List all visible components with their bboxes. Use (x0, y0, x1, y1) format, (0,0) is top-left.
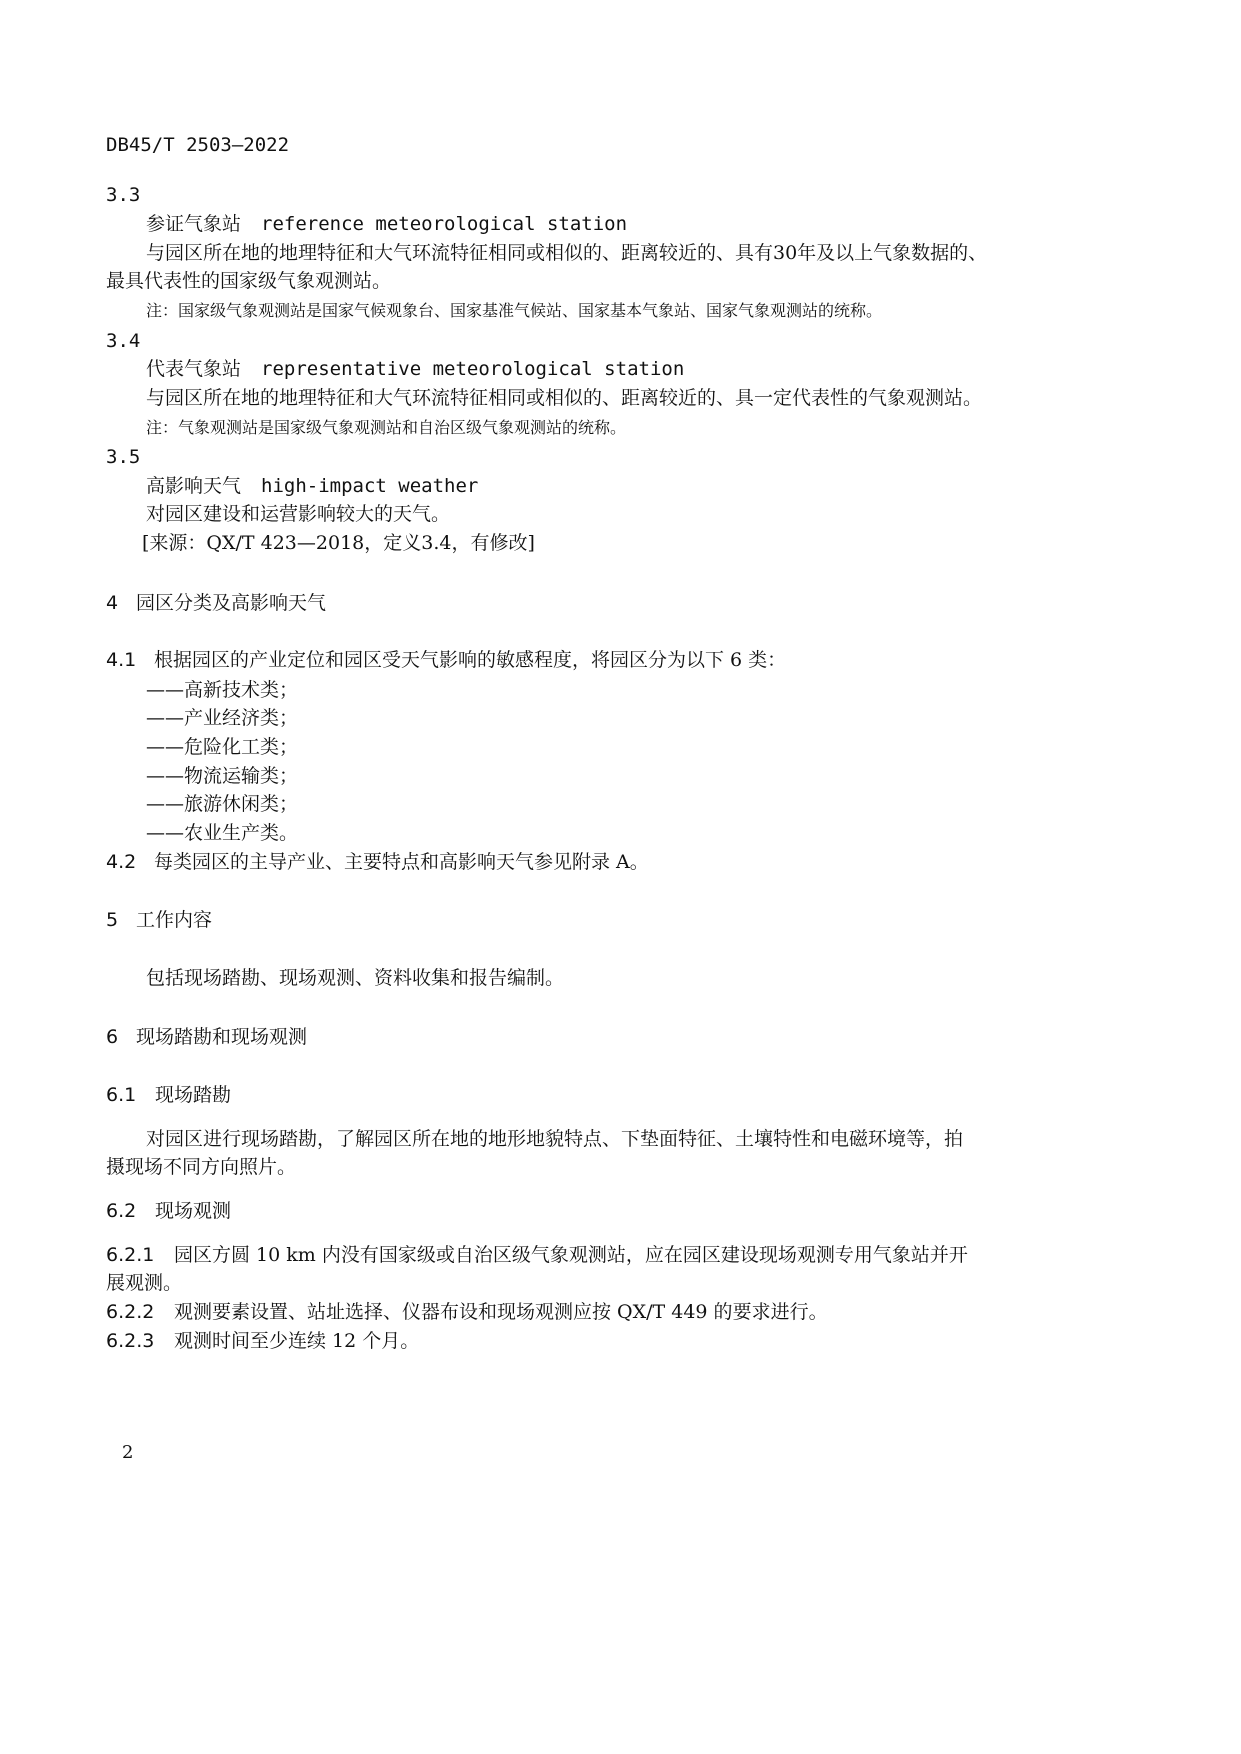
clause-number: 4.2 (106, 851, 137, 873)
clause-4-2 (106, 849, 649, 875)
section-number: 5 (106, 909, 119, 931)
document-code: DB45/T 2503—2022 (106, 134, 290, 156)
clause-6-2-1 (106, 1242, 968, 1268)
section-title: 现场踏勘和现场观测 (136, 1026, 308, 1048)
clause-6-2-2 (106, 1299, 828, 1325)
term-number-3-4: 3.4 (106, 330, 141, 352)
clause-4-1 (106, 647, 786, 673)
list-item: ——旅游休闲类； (146, 793, 299, 815)
term-source: [来源：QX/T 423—2018，定义3.4，有修改] (142, 532, 535, 554)
term-note: 注：国家级气象观测站是国家气候观象台、国家基准气候站、国家基本气象站、国家气象观测站的统称。 (146, 301, 883, 320)
clause-number: 4.1 (106, 649, 137, 671)
term-definition-line: 最具代表性的国家级气象观测站。 (106, 270, 392, 292)
section-number: 6 (106, 1026, 119, 1048)
term-definition-line: 对园区建设和运营影响较大的天气。 (146, 503, 451, 525)
term-number-3-3: 3.3 (106, 184, 141, 206)
list-item: ——农业生产类。 (146, 822, 299, 844)
clause-number: 6.2.2 (106, 1301, 155, 1323)
clause-text: 根据园区的产业定位和园区受天气影响的敏感程度，将园区分为以下 6 类： (154, 649, 787, 671)
subsection-title: 现场踏勘 (155, 1084, 232, 1106)
section-heading-6 (106, 1024, 307, 1050)
section-5-paragraph: 包括现场踏勘、现场观测、资料收集和报告编制。 (146, 967, 565, 989)
term-en: representative meteorological station (261, 358, 685, 380)
list-item: ——物流运输类； (146, 765, 299, 787)
subsection-number: 6.2 (106, 1200, 137, 1222)
term-definition-line: 与园区所在地的地理特征和大气环流特征相同或相似的、距离较近的、具有30年及以上气象数据的、 (146, 242, 988, 264)
page-number: 2 (122, 1442, 134, 1463)
clause-number: 6.2.3 (106, 1330, 155, 1352)
term-cn: 高影响天气 (146, 475, 242, 497)
subsection-heading-6-2 (106, 1198, 231, 1224)
clause-number: 6.2.1 (106, 1244, 155, 1266)
section-number: 4 (106, 592, 119, 614)
clause-6-2-3 (106, 1328, 419, 1354)
section-title: 园区分类及高影响天气 (136, 592, 327, 614)
term-title-3-5 (146, 473, 478, 499)
term-en: reference meteorological station (261, 213, 628, 235)
term-title-3-4 (146, 356, 684, 382)
paragraph-line: 对园区进行现场踏勘，了解园区所在地的地形地貌特点、下垫面特征、土壤特性和电磁环境等，拍 (146, 1128, 964, 1150)
term-definition-line: 与园区所在地的地理特征和大气环流特征相同或相似的、距离较近的、具一定代表性的气象观测站。 (146, 387, 983, 409)
term-title-3-3 (146, 211, 627, 237)
section-heading-4 (106, 590, 326, 616)
clause-continuation: 展观测。 (106, 1272, 183, 1294)
clause-text: 观测要素设置、站址选择、仪器布设和现场观测应按 QX/T 449 的要求进行。 (174, 1301, 828, 1323)
term-note: 注：气象观测站是国家级气象观测站和自治区级气象观测站的统称。 (146, 418, 627, 437)
list-item: ——产业经济类； (146, 707, 299, 729)
section-heading-5 (106, 907, 212, 933)
list-item: ——危险化工类； (146, 736, 299, 758)
term-cn: 代表气象站 (146, 358, 242, 380)
list-item: ——高新技术类； (146, 679, 299, 701)
term-en: high-impact weather (261, 475, 479, 497)
clause-text: 园区方圆 10 km 内没有国家级或自治区级气象观测站，应在园区建设现场观测专用气象站并开 (174, 1244, 968, 1266)
paragraph-line: 摄现场不同方向照片。 (106, 1156, 297, 1178)
subsection-heading-6-1 (106, 1082, 231, 1108)
subsection-title: 现场观测 (155, 1200, 232, 1222)
term-cn: 参证气象站 (146, 213, 242, 235)
subsection-number: 6.1 (106, 1084, 137, 1106)
clause-text: 观测时间至少连续 12 个月。 (174, 1330, 420, 1352)
section-title: 工作内容 (136, 909, 213, 931)
term-number-3-5: 3.5 (106, 446, 141, 468)
clause-text: 每类园区的主导产业、主要特点和高影响天气参见附录 A。 (154, 851, 649, 873)
